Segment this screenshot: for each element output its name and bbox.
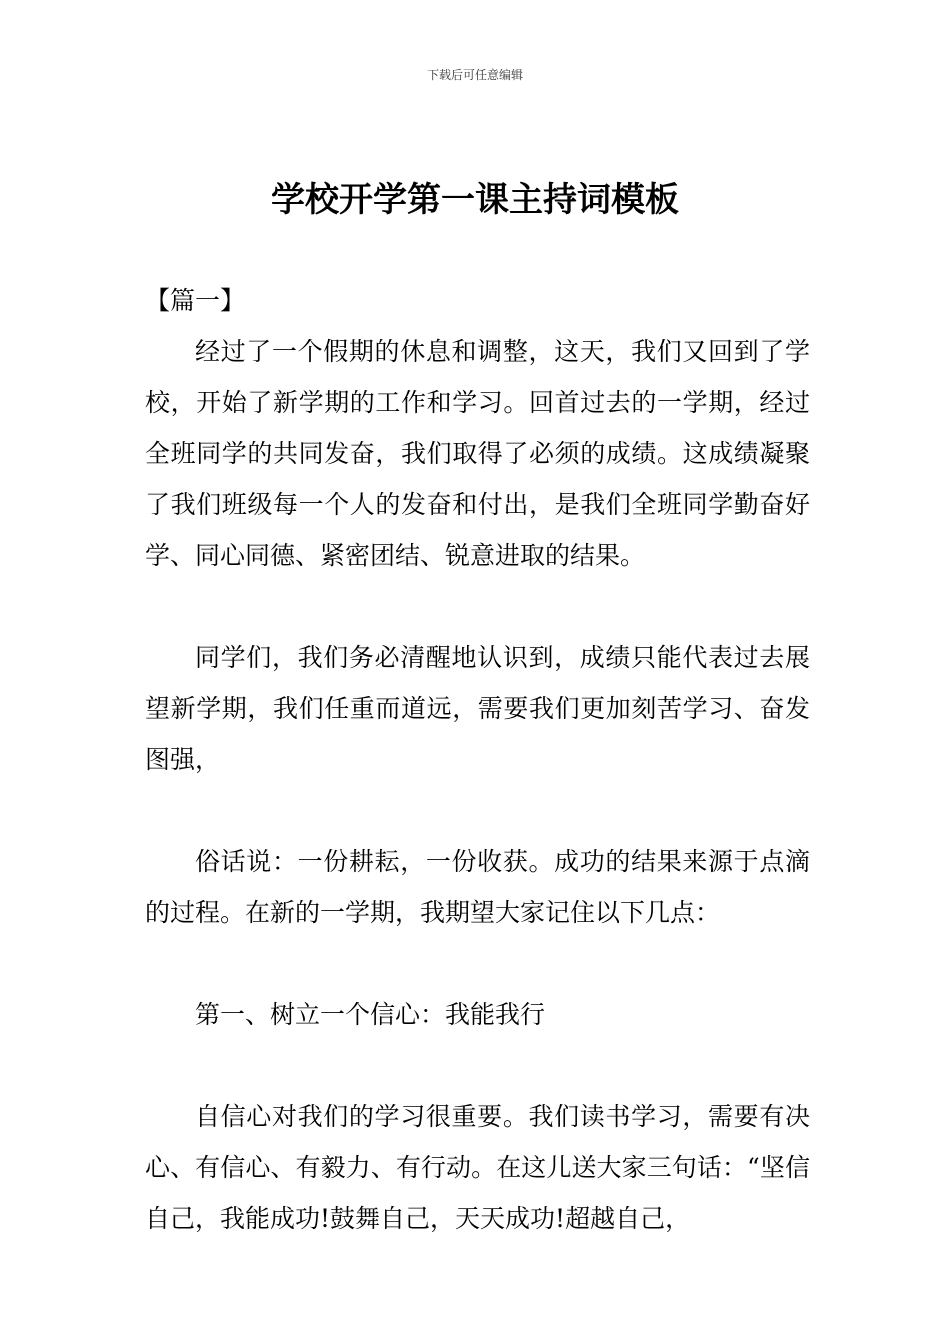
paragraph-5: 自信心对我们的学习很重要。我们读书学习，需要有决心、有信心、有毅力、有行动。在这儿送大家三句话：“坚信自己，我能成功!鼓舞自己，天天成功!超越自己，	[145, 1102, 810, 1233]
document-body	[145, 275, 810, 1244]
paragraph-3: 俗话说：一份耕耘，一份收获。成功的结果来源于点滴的过程。在新的一学期，我期望大家记住以下几点：	[145, 847, 810, 927]
section-label: 【篇一】	[145, 286, 246, 315]
document-title: 学校开学第一课主持词模板	[271, 180, 679, 220]
paragraph-4-heading: 第一、树立一个信心：我能我行	[195, 1000, 546, 1029]
paragraph-gap	[145, 938, 810, 989]
paragraph-gap	[145, 581, 810, 632]
paragraph-1: 经过了一个假期的休息和调整，这天，我们又回到了学校，开始了新学期的工作和学习。回首过去的一学期，经过全班同学的共同发奋，我们取得了必须的成绩。这成绩凝聚了我们班级每一个人的发奋和付出，是我们全班同学勤奋好学、同心同德、紧密团结、锐意进取的结果。	[145, 337, 810, 570]
paragraph-2: 同学们，我们务必清醒地认识到，成绩只能代表过去展望新学期，我们任重而道远，需要我们更加刻苦学习、奋发图强，	[145, 643, 810, 774]
paragraph-gap	[145, 1040, 810, 1091]
paragraph-gap	[145, 785, 810, 836]
header-note: 下载后可任意编辑	[426, 68, 523, 82]
